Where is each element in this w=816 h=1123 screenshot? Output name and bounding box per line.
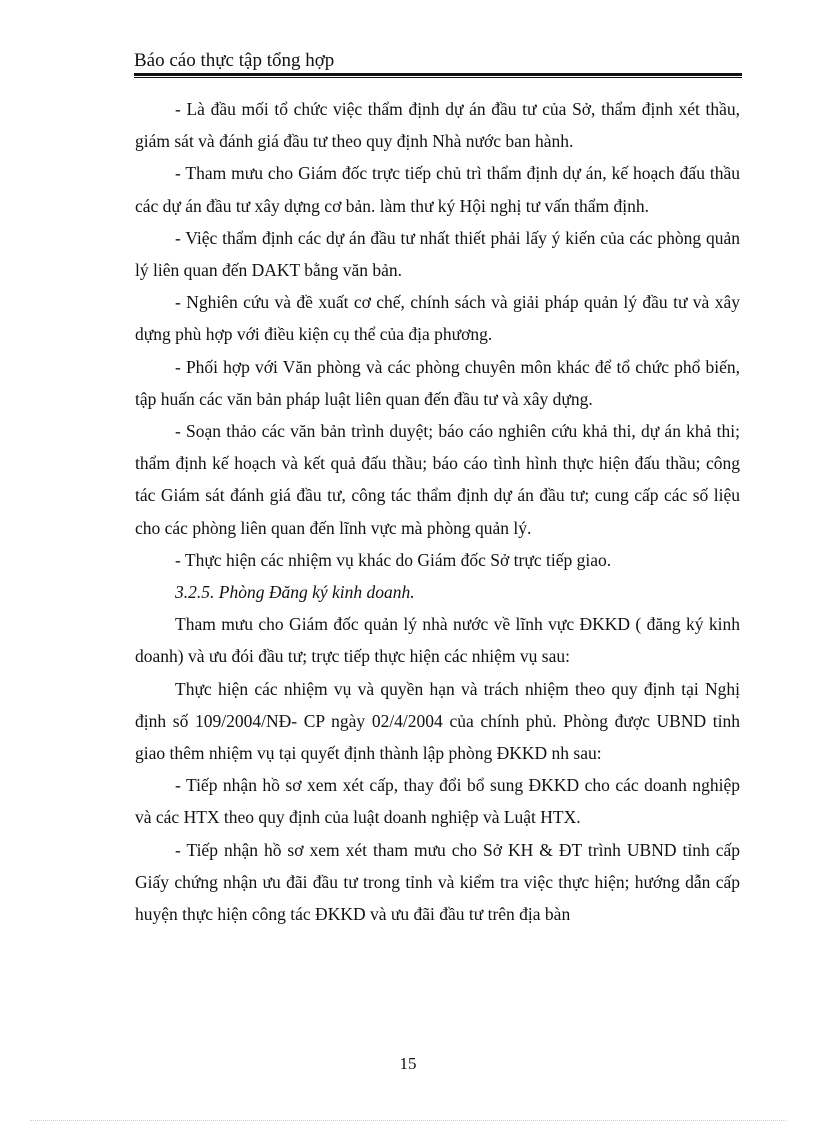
header-rule-thin — [134, 77, 742, 78]
paragraph: - Tham mưu cho Giám đốc trực tiếp chủ trì thẩm định dự án, kế hoạch đấu thầu các dự án đầu tư xây dựng cơ bản. làm thư ký Hội nghị tư vấn thẩm định. — [135, 163, 740, 216]
paragraph: - Thực hiện các nhiệm vụ khác do Giám đốc Sở trực tiếp giao. — [175, 549, 612, 570]
paragraph: - Soạn thảo các văn bản trình duyệt; báo cáo nghiên cứu khả thi, dự án khả thi; thẩm định kế hoạch và kết quả đấu thầu; báo cáo tình hình thực hiện đấu thầu; công tác Giám sát đánh giá đầu tư, công tác thẩm định dự án đầu tư; cung cấp các số liệu cho các phòng liên quan đến lĩnh vực mà phòng quản lý. — [135, 421, 740, 538]
section-heading: 3.2.5. Phòng Đăng ký kinh doanh. — [175, 582, 415, 603]
page-header — [134, 50, 742, 78]
paragraph: Tham mưu cho Giám đốc quản lý nhà nước về lĩnh vực ĐKKD ( đăng ký kinh doanh) và ưu đói đầu tư; trực tiếp thực hiện các nhiệm vụ sau: — [135, 614, 740, 667]
paragraph: - Nghiên cứu và đề xuất cơ chế, chính sách và giải pháp quản lý đầu tư và xây dựng phù hợp với điều kiện cụ thể của địa phương. — [135, 292, 740, 345]
paragraph: - Việc thẩm định các dự án đầu tư nhất thiết phải lấy ý kiến của các phòng quản lý liên quan đến DAKT bằng văn bản. — [135, 227, 740, 281]
page-number: 15 — [399, 1054, 417, 1073]
paragraph: - Phối hợp với Văn phòng và các phòng chuyên môn khác để tổ chức phổ biến, tập huấn các văn bản pháp luật liên quan đến đầu tư và xây dựng. — [135, 356, 740, 409]
paragraph: Thực hiện các nhiệm vụ và quyền hạn và trách nhiệm theo quy định tại Nghị định số 109/2004/NĐ- CP ngày 02/4/2004 của chính phủ. Phòng được UBND tỉnh giao thêm nhiệm vụ tại quyết định thành lập phòng ĐKKD nh sau: — [135, 678, 740, 764]
page-edge-divider — [30, 1120, 786, 1121]
paragraph: - Là đầu mối tổ chức việc thẩm định dự án đầu tư của Sở, thẩm định xét thầu, giám sát và đánh giá đầu tư theo quy định Nhà nước ban hành. — [135, 99, 740, 152]
body-text — [135, 93, 740, 930]
header-title: Báo cáo thực tập tổng hợp — [134, 50, 335, 71]
paragraph: - Tiếp nhận hồ sơ xem xét tham mưu cho Sở KH & ĐT trình UBND tỉnh cấp Giấy chứng nhận ưu đãi đầu tư trong tỉnh và kiểm tra việc thực hiện; hướng dẫn cấp huyện thực hiện công tác ĐKKD và ưu đãi đầu tư trên địa bàn — [135, 839, 740, 925]
header-rule-thick — [134, 73, 742, 76]
paragraph: - Tiếp nhận hồ sơ xem xét cấp, thay đổi bổ sung ĐKKD cho các doanh nghiệp và các HTX theo quy định của luật doanh nghiệp và Luật HTX. — [135, 775, 740, 828]
